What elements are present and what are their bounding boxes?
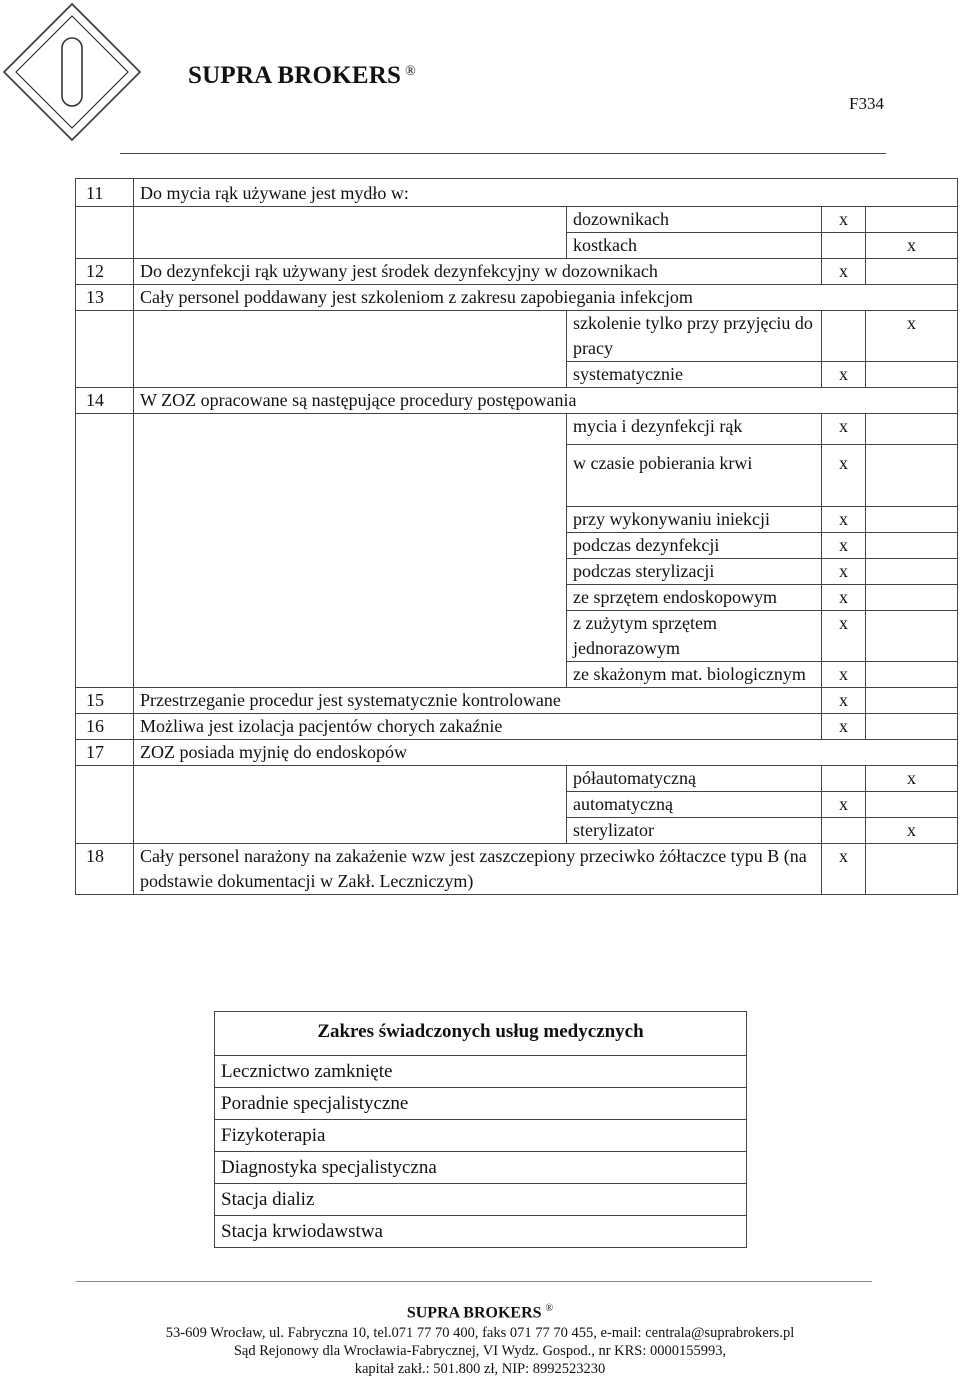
option-label: automatyczną	[567, 792, 822, 818]
check-mark	[866, 688, 958, 714]
check-mark	[822, 766, 866, 792]
table-row	[76, 259, 958, 285]
table-row	[76, 311, 958, 362]
check-mark	[822, 233, 866, 259]
services-title: Zakres świadczonych usług medycznych	[215, 1012, 746, 1056]
question-text: Cały personel poddawany jest szkoleniom z zakresu zapobiegania infekcjom	[134, 285, 958, 311]
service-item: Diagnostyka specjalistyczna	[215, 1152, 746, 1184]
question-text: Możliwa jest izolacja pacjentów chorych zakaźnie	[134, 714, 822, 740]
check-mark	[866, 662, 958, 688]
service-item: Lecznictwo zamknięte	[215, 1056, 746, 1088]
check-mark: x	[866, 818, 958, 844]
option-label: podczas sterylizacji	[567, 559, 822, 585]
check-mark: x	[822, 362, 866, 388]
check-mark: x	[822, 533, 866, 559]
check-mark	[866, 611, 958, 662]
check-mark: x	[822, 611, 866, 662]
service-item: Poradnie specjalistyczne	[215, 1088, 746, 1120]
check-mark	[866, 559, 958, 585]
check-mark: x	[822, 662, 866, 688]
footer-capital: kapitał zakł.: 501.800 zł, NIP: 8992523230	[354, 1361, 606, 1378]
check-mark: x	[866, 766, 958, 792]
check-mark: x	[866, 311, 958, 362]
service-item: Fizykoterapia	[215, 1120, 746, 1152]
question-number: 12	[76, 259, 134, 285]
option-label: przy wykonywaniu iniekcji	[567, 507, 822, 533]
check-mark: x	[866, 233, 958, 259]
check-mark: x	[822, 792, 866, 818]
service-item: Stacja krwiodawstwa	[221, 1221, 383, 1242]
check-mark: x	[822, 507, 866, 533]
check-mark: x	[822, 714, 866, 740]
table-row	[76, 414, 958, 445]
table-row	[76, 688, 958, 714]
question-text: W ZOZ opracowane są następujące procedury postępowania	[134, 388, 958, 414]
check-mark	[822, 311, 866, 362]
check-mark: x	[822, 414, 866, 445]
option-label: systematycznie	[567, 362, 822, 388]
question-number: 17	[76, 740, 134, 766]
service-item: Stacja dializ	[215, 1184, 746, 1216]
services-box	[214, 1011, 747, 1248]
check-mark	[866, 414, 958, 445]
footer-address: 53-609 Wrocław, ul. Fabryczna 10, tel.071 77 70 400, faks 071 77 70 455, e-mail: centrala@suprabrokers.pl	[165, 1325, 795, 1342]
option-label: kostkach	[567, 233, 822, 259]
option-label: w czasie pobierania krwi	[567, 445, 822, 507]
check-mark	[866, 445, 958, 507]
check-mark	[866, 207, 958, 233]
table-row	[76, 388, 958, 414]
option-label: ze sprzętem endoskopowym	[567, 585, 822, 611]
check-mark	[866, 533, 958, 559]
check-mark: x	[822, 259, 866, 285]
check-mark	[822, 818, 866, 844]
footer-brand: SUPRA BROKERS ®	[406, 1303, 554, 1322]
check-mark	[866, 844, 958, 895]
check-mark: x	[822, 559, 866, 585]
check-mark: x	[822, 445, 866, 507]
option-label: dozownikach	[567, 207, 822, 233]
question-text: Przestrzeganie procedur jest systematycznie kontrolowane	[134, 688, 822, 714]
option-label: półautomatyczną	[567, 766, 822, 792]
check-mark: x	[822, 207, 866, 233]
option-label: ze skażonym mat. biologicznym	[567, 662, 822, 688]
table-row	[76, 179, 958, 207]
form-code: F334	[849, 94, 884, 113]
check-mark: x	[822, 844, 866, 895]
registered-mark: ®	[405, 64, 416, 79]
question-text: Do dezynfekcji rąk używany jest środek dezynfekcyjny w dozownikach	[134, 259, 822, 285]
option-label: z zużytym sprzętem jednorazowym	[567, 611, 822, 662]
table-row	[76, 844, 958, 895]
check-mark	[866, 714, 958, 740]
check-mark	[866, 792, 958, 818]
table-row	[76, 285, 958, 311]
questionnaire-table	[75, 178, 958, 895]
footer-divider	[76, 1281, 872, 1282]
table-row	[76, 740, 958, 766]
question-text: ZOZ posiada myjnię do endoskopów	[134, 740, 958, 766]
option-label: mycia i dezynfekcji rąk	[567, 414, 822, 445]
question-number: 16	[76, 714, 134, 740]
table-row	[76, 207, 958, 233]
check-mark	[866, 507, 958, 533]
company-logo	[0, 0, 160, 150]
question-number: 14	[76, 388, 134, 414]
option-label: sterylizator	[567, 818, 822, 844]
brand-name: SUPRA BROKERS ®	[188, 62, 416, 89]
question-number: 18	[76, 844, 134, 895]
check-mark: x	[822, 585, 866, 611]
header-divider	[120, 153, 886, 154]
registered-mark: ®	[545, 1303, 554, 1314]
question-number: 15	[76, 688, 134, 714]
check-mark	[866, 259, 958, 285]
option-label: szkolenie tylko przy przyjęciu do pracy	[567, 311, 822, 362]
question-text: Do mycia rąk używane jest mydło w:	[134, 179, 958, 207]
footer-court: Sąd Rejonowy dla Wrocławia-Fabrycznej, VI Wydz. Gospod., nr KRS: 0000155993,	[233, 1343, 727, 1360]
footer	[0, 1298, 960, 1378]
table-row	[76, 714, 958, 740]
check-mark	[866, 362, 958, 388]
check-mark	[866, 585, 958, 611]
question-number: 11	[76, 179, 134, 207]
question-number: 13	[76, 285, 134, 311]
question-text: Cały personel narażony na zakażenie wzw jest zaszczepiony przeciwko żółtaczce typu B (na podstawie dokumentacji w Zakł. Leczniczym)	[134, 844, 822, 895]
table-row	[76, 766, 958, 792]
option-label: podczas dezynfekcji	[567, 533, 822, 559]
check-mark: x	[822, 688, 866, 714]
